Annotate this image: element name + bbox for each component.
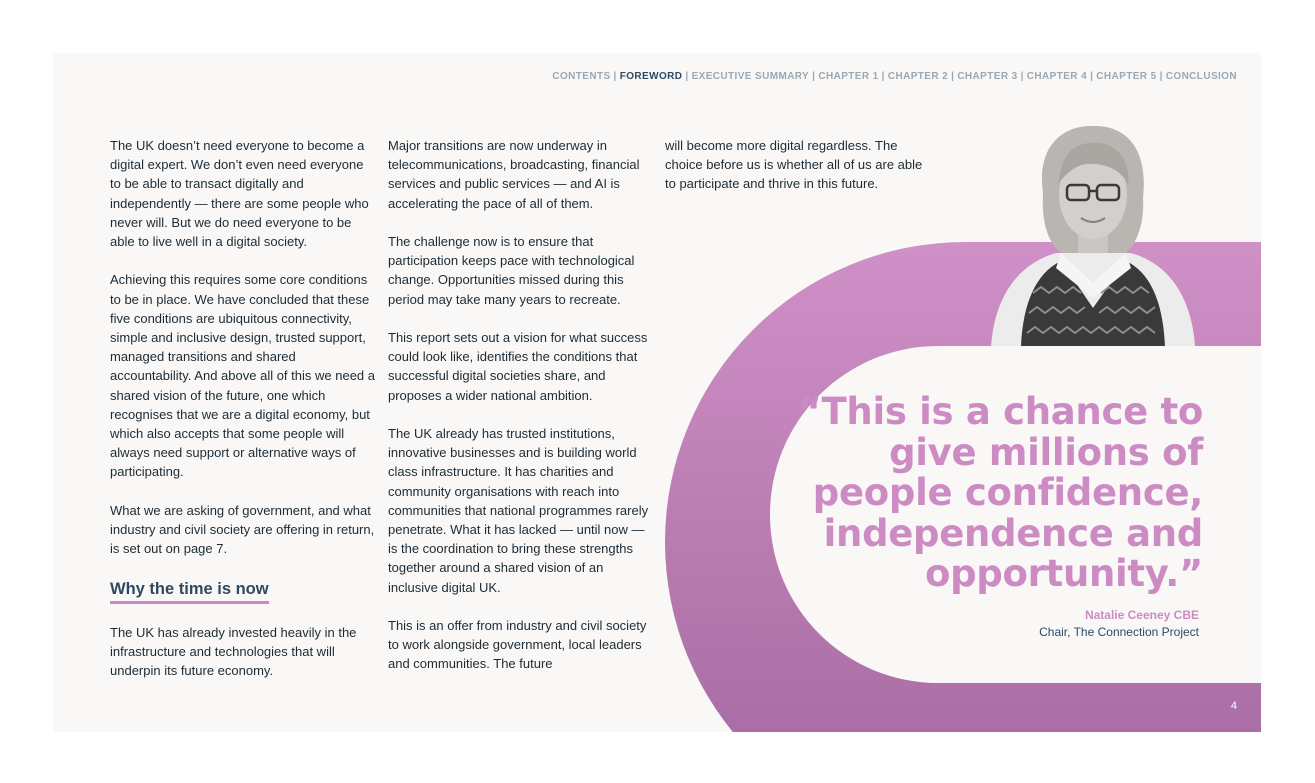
section-navigation bbox=[552, 71, 1237, 82]
text-column-2 bbox=[388, 136, 653, 693]
nav-separator: | bbox=[1090, 71, 1094, 82]
nav-executive-summary[interactable]: EXECUTIVE SUMMARY bbox=[691, 71, 810, 82]
paragraph: Major transitions are now underway in telecommunications, broadcasting, financial services and public services — and AI is accelerating the pace of all of them. bbox=[388, 138, 640, 211]
nav-conclusion[interactable]: CONCLUSION bbox=[1165, 71, 1237, 82]
nav-separator: | bbox=[881, 71, 885, 82]
nav-chapter-5[interactable]: CHAPTER 5 bbox=[1096, 71, 1157, 82]
nav-separator: | bbox=[951, 71, 955, 82]
page-number: 4 bbox=[1230, 700, 1237, 712]
section-heading: Why the time is now bbox=[110, 578, 269, 604]
nav-chapter-3[interactable]: CHAPTER 3 bbox=[957, 71, 1018, 82]
nav-contents[interactable]: CONTENTS bbox=[552, 71, 611, 82]
quote-author-role: Chair, The Connection Project bbox=[1039, 625, 1199, 639]
nav-foreword[interactable]: FOREWORD bbox=[619, 71, 683, 82]
portrait-photo bbox=[981, 123, 1203, 346]
nav-separator: | bbox=[812, 71, 816, 82]
nav-separator: | bbox=[613, 71, 617, 82]
text-column-1 bbox=[110, 136, 375, 699]
paragraph: Achieving this requires some core conditions to be in place. We have concluded that these five conditions are ubiquitous connectivity, simple and inclusive design, trusted support, managed transitions and shared accountability. And above all of this we need a shared vision of the future, one which recognises that we are a digital economy, but which also accepts that some people will always need support or alternative ways of participating. bbox=[110, 272, 375, 480]
pull-quote: “This is a chance to give millions of people confidence, independence and opportunity.” bbox=[797, 390, 1203, 595]
report-page bbox=[53, 53, 1261, 732]
paragraph: What we are asking of government, and what industry and civil society are offering in return, is set out on page 7. bbox=[110, 502, 375, 557]
paragraph: This is an offer from industry and civil society to work alongside government, local leaders and communities. The future bbox=[388, 618, 647, 672]
nav-chapter-2[interactable]: CHAPTER 2 bbox=[887, 71, 949, 82]
paragraph: The UK already has trusted institutions, innovative businesses and is building world class infrastructure. It has charities and community organisations with reach into communities that national programmes rarely penetrate. What it has lacked — until now — is the coordination to bring these strengths together around a shared vision of an inclusive digital UK. bbox=[388, 426, 649, 595]
paragraph: The UK doesn’t need everyone to become a digital expert. We don’t even need everyone to be able to transact digitally and independently — there are some people who never will. But we do need everyone to be able to live well in a digital society. bbox=[110, 138, 369, 250]
nav-separator: | bbox=[1020, 71, 1024, 82]
paragraph: will become more digital regardless. The choice before us is whether all of us are able to participate and thrive in this future. bbox=[665, 138, 923, 192]
paragraph: The challenge now is to ensure that participation keeps pace with technological change. Opportunities missed during this period may take many years to recreate. bbox=[388, 234, 635, 307]
quote-author-name: Natalie Ceeney CBE bbox=[1084, 608, 1199, 622]
nav-chapter-4[interactable]: CHAPTER 4 bbox=[1026, 71, 1088, 82]
paragraph: This report sets out a vision for what success could look like, identifies the conditions that successful digital societies share, and proposes a wider national ambition. bbox=[388, 330, 648, 403]
person-illustration bbox=[981, 123, 1203, 346]
nav-separator: | bbox=[1159, 71, 1163, 82]
nav-separator: | bbox=[685, 71, 689, 82]
text-column-3 bbox=[665, 136, 930, 213]
nav-chapter-1[interactable]: CHAPTER 1 bbox=[818, 71, 879, 82]
paragraph: The UK has already invested heavily in the infrastructure and technologies that will underpin its future economy. bbox=[110, 624, 357, 679]
